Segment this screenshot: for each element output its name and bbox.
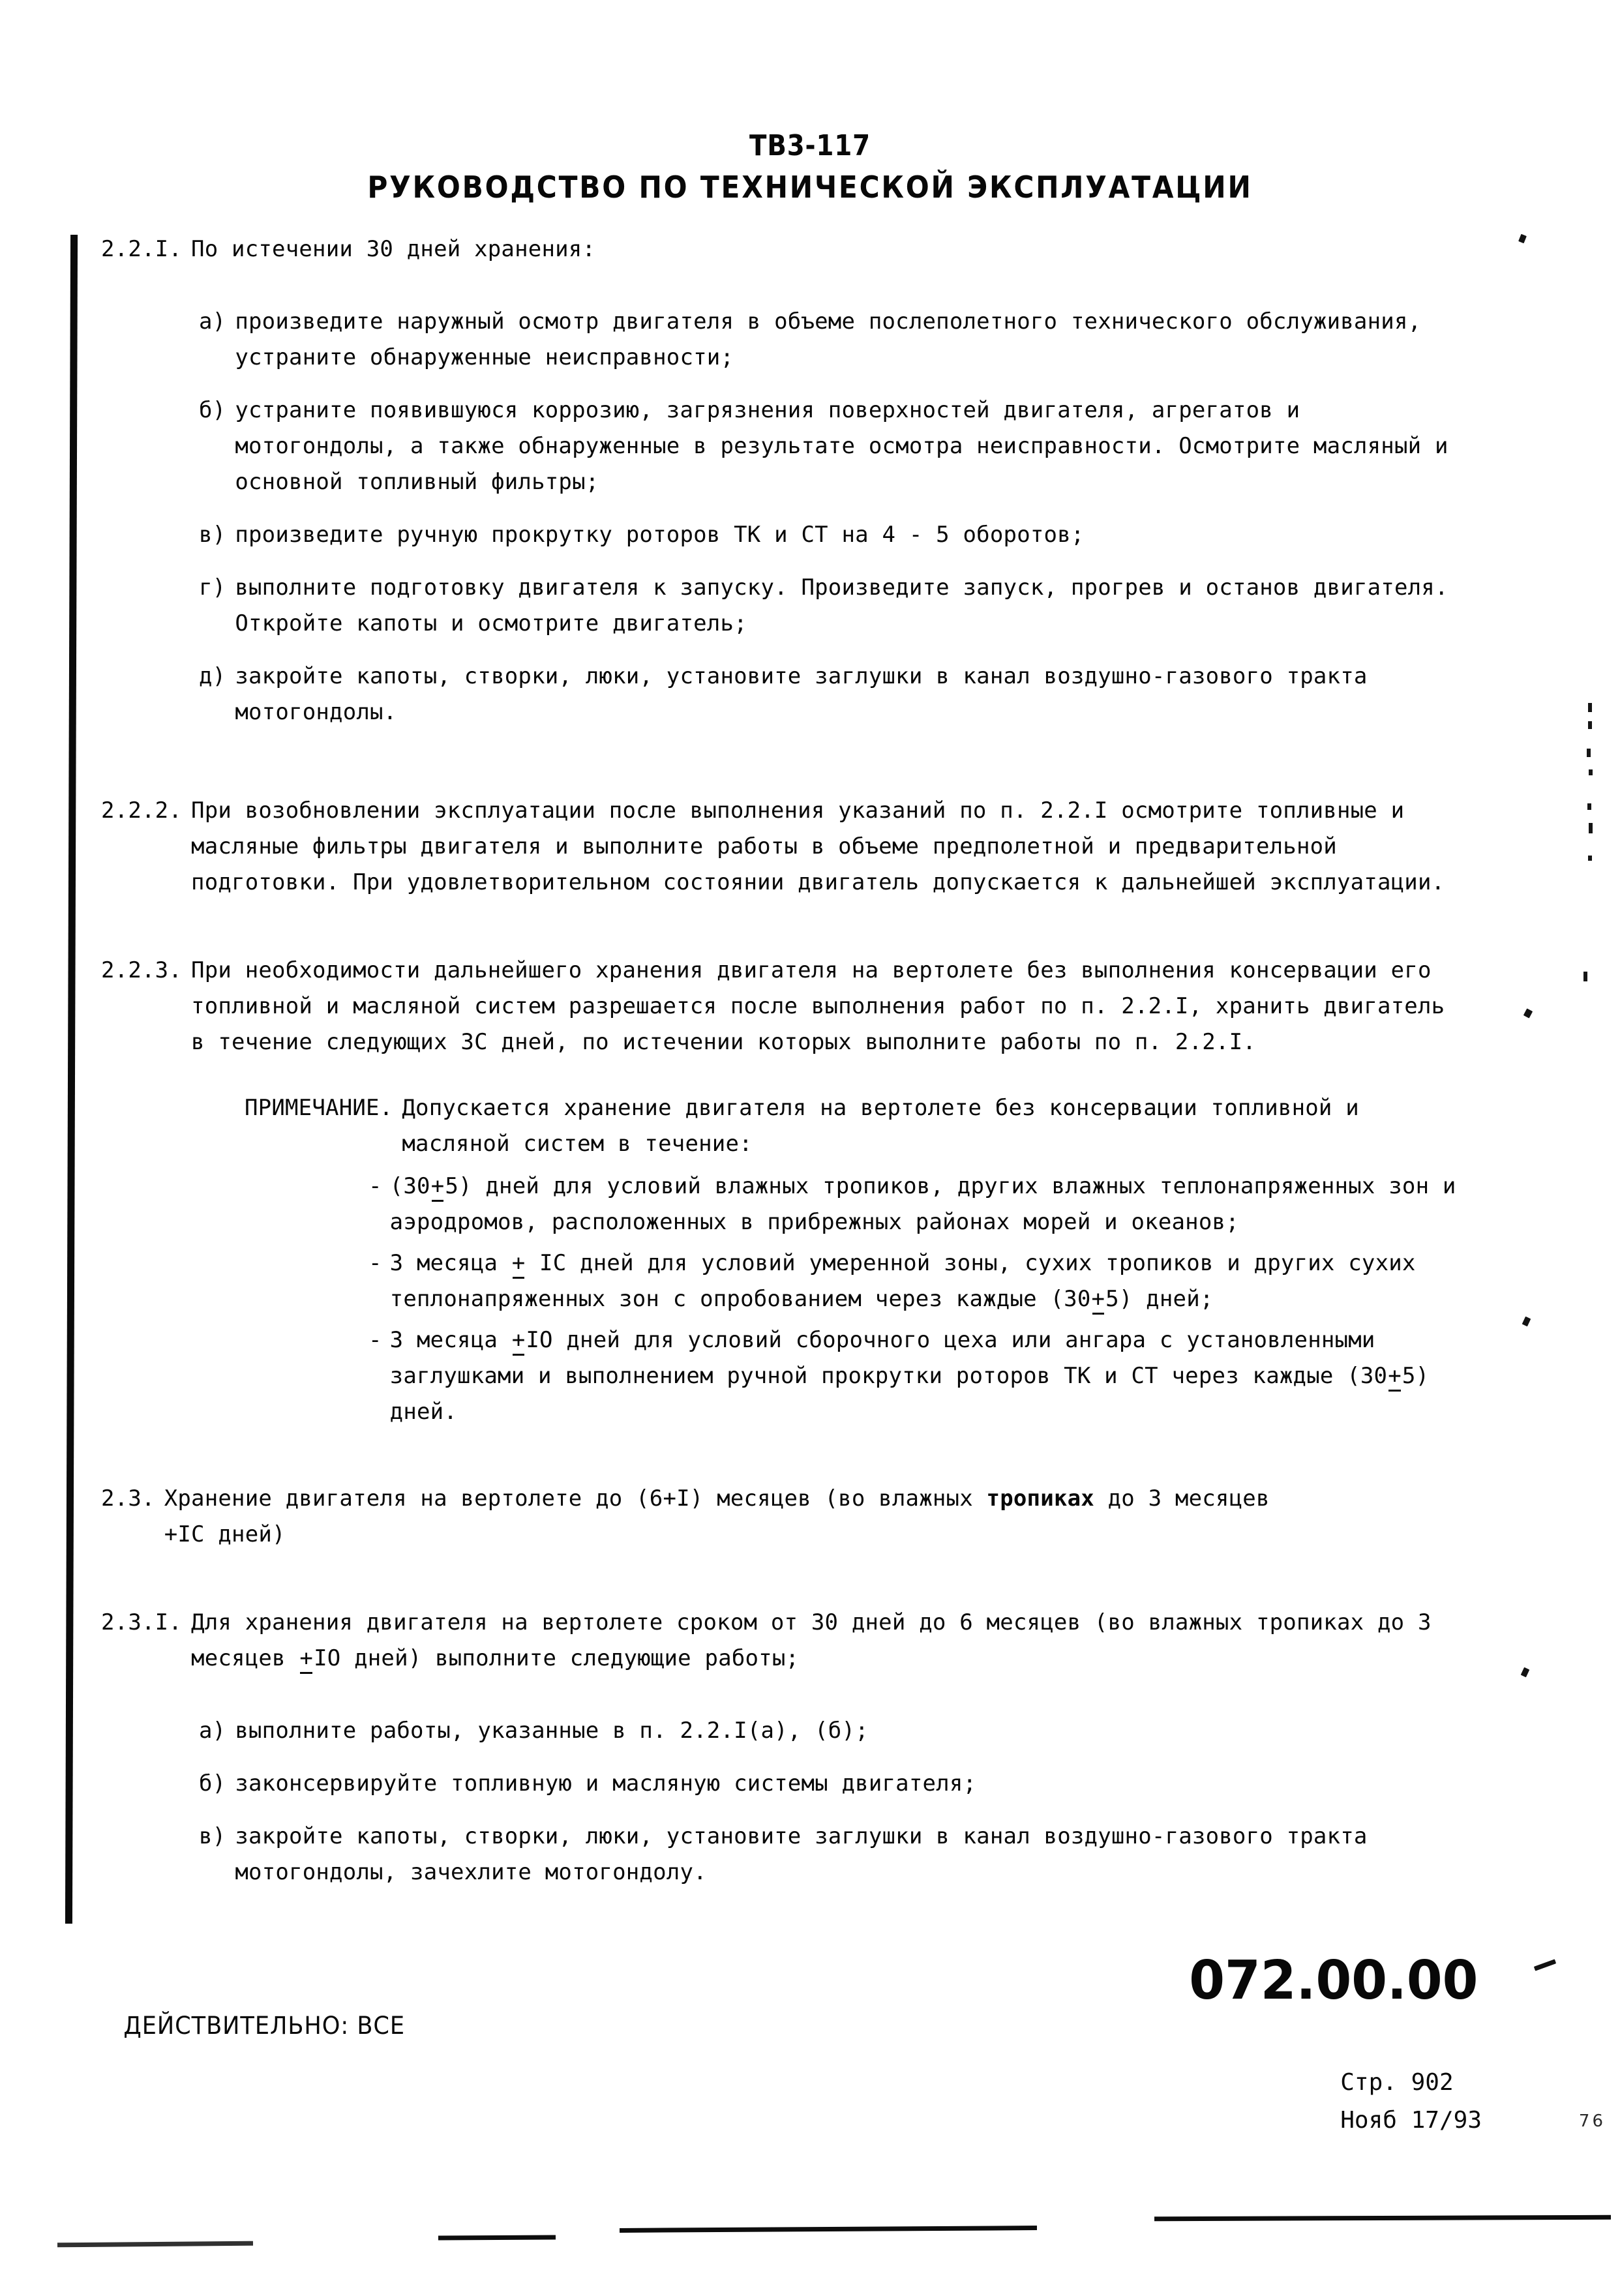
- note-dash-item-1: [0, 1169, 1620, 1240]
- validity-statement: ДЕЙСТВИТЕЛЬНО: ВСЕ: [123, 2012, 406, 2040]
- section-2-3-heading: [0, 1481, 1620, 1553]
- dash-bullet: -: [368, 1173, 382, 1199]
- sub-item-text: закройте капоты, створки, люки, установите заглушки в канал воздушно-газового тракта мотогондолы, зачехлите мотогондолу.: [235, 1823, 1368, 1885]
- sub-item-d: [0, 659, 1620, 730]
- sub-item-2-3-1-b: [0, 1766, 1620, 1802]
- sub-item-b: [0, 393, 1620, 500]
- scan-speck: [1534, 1959, 1556, 1971]
- scan-speck: [1587, 803, 1591, 810]
- clause-2-2-1: [0, 231, 1620, 267]
- sub-item-text: устраните появившуюся коррозию, загрязнения поверхностей двигателя, агрегатов и мотогондолы, а также обнаруженные в результате осмотра неисправности. Осмотрите масляный и основной топливный фильтры;: [235, 397, 1448, 495]
- scan-edge-line: [1154, 2215, 1611, 2221]
- section-heading-part-1: Хранение двигателя на вертолете до (6+I) месяцев (во влажных: [164, 1485, 987, 1512]
- sub-item-marker: а): [199, 308, 226, 335]
- page-info-block: [1340, 2064, 1482, 2139]
- section-heading-line-2: +IC дней): [164, 1521, 286, 1547]
- clause-number: 2.2.I.: [101, 236, 183, 262]
- clause-number: 2.2.3.: [101, 957, 183, 983]
- sub-item-a: [0, 304, 1620, 376]
- plus-minus-glyph: +: [1091, 1281, 1106, 1317]
- sub-item-marker: г): [199, 574, 226, 601]
- sub-item-2-3-1-v: [0, 1819, 1620, 1890]
- sub-item-text: произведите наружный осмотр двигателя в объеме послеполетного технического обслуживания, устраните обнаруженные неисправности;: [235, 308, 1422, 370]
- sub-item-v: [0, 517, 1620, 553]
- sub-item-2-3-1-a: [0, 1713, 1620, 1749]
- scan-edge-line: [57, 2241, 253, 2248]
- scan-speck: [1588, 703, 1592, 712]
- scan-speck: [1588, 856, 1592, 861]
- plus-minus-glyph: +: [1387, 1358, 1402, 1394]
- note-dash-item-3: [0, 1322, 1620, 1430]
- scan-edge-line: [438, 2235, 556, 2241]
- note-dash-text: (30+5) дней для условий влажных тропиков, других влажных теплонапряженных зон и аэродромов, расположенных в прибрежных районах морей и океанов;: [390, 1169, 1470, 1240]
- clause-2-2-3: [0, 953, 1620, 1060]
- note-label: ПРИМЕЧАНИЕ.: [245, 1095, 393, 1121]
- note-block: [0, 1090, 1620, 1162]
- plus-minus-glyph: +: [511, 1322, 526, 1358]
- plus-minus-glyph: +: [511, 1245, 526, 1281]
- scan-speck: [1589, 769, 1593, 775]
- sub-item-marker: а): [199, 1718, 226, 1744]
- clause-2-3-1: [0, 1605, 1620, 1677]
- dash-bullet: -: [368, 1250, 382, 1276]
- note-dash-text: 3 месяца + IC дней для условий умеренной зоны, сухих тропиков и других сухих теплонапряженных зон с опробованием через каждые (30+5) дней;: [390, 1245, 1470, 1317]
- document-body: [0, 231, 1620, 1907]
- page-header: [0, 130, 1620, 206]
- engine-model-title: ТВ3-117: [749, 129, 871, 162]
- clause-text: Для хранения двигателя на вертолете сроком от 30 дней до 6 месяцев (во влажных тропиках до 3 месяцев +IO дней) выполните следующие работы;: [191, 1605, 1470, 1677]
- sub-item-marker: в): [199, 522, 226, 548]
- dash-bullet: -: [368, 1327, 382, 1353]
- section-number: 2.3.: [101, 1485, 155, 1512]
- section-heading-emphasis: тропиках: [986, 1485, 1094, 1512]
- note-intro-text: Допускается хранение двигателя на вертолете без консервации топливной и масляной систем в течение:: [402, 1095, 1359, 1157]
- clause-number: 2.2.2.: [101, 798, 183, 824]
- sub-item-text: выполните работы, указанные в п. 2.2.I(а), (б);: [235, 1718, 869, 1744]
- scan-speck: [1583, 972, 1587, 981]
- document-number: 072.00.00: [1189, 1950, 1478, 2012]
- clause-text: При возобновлении эксплуатации после выполнения указаний по п. 2.2.I осмотрите топливные и масляные фильтры двигателя и выполните работы в объеме предполетной и предварительной подготовки. При удовлетворительном состоянии двигатель допускается к дальнейшей эксплуатации.: [191, 798, 1445, 895]
- section-heading-part-2: до 3 месяцев: [1094, 1485, 1270, 1512]
- sub-item-text: законсервируйте топливную и масляную системы двигателя;: [235, 1770, 977, 1797]
- clause-text: При необходимости дальнейшего хранения двигателя на вертолете без выполнения консервации его топливной и масляной систем разрешается после выполнения работ по п. 2.2.I, хранить двигатель в течение следующих 3С дней, по истечении которых выполните работы по п. 2.2.I.: [191, 957, 1445, 1055]
- plus-minus-glyph: +: [430, 1169, 445, 1204]
- sub-item-marker: б): [199, 397, 226, 423]
- revision-date: Нояб 17/93: [1340, 2107, 1482, 2134]
- clause-text: По истечении 30 дней хранения:: [191, 236, 596, 262]
- page-label: Стр. 902: [1340, 2069, 1454, 2096]
- clause-number: 2.3.I.: [101, 1609, 183, 1635]
- sub-item-text: выполните подготовку двигателя к запуску. Произведите запуск, прогрев и останов двигателя. Откройте капоты и осмотрите двигатель;: [235, 574, 1448, 636]
- note-dash-item-2: [0, 1245, 1620, 1317]
- plus-minus-glyph: +: [299, 1641, 314, 1677]
- clause-2-2-2: [0, 793, 1620, 901]
- sub-item-g: [0, 570, 1620, 642]
- sub-item-text: закройте капоты, створки, люки, установите заглушки в канал воздушно-газового тракта мотогондолы.: [235, 663, 1368, 725]
- sub-item-marker: в): [199, 1823, 226, 1849]
- note-dash-text: 3 месяца +IO дней для условий сборочного цеха или ангара с установленными заглушками и выполнением ручной прокрутки роторов ТК и СТ через каждые (30+5) дней.: [390, 1322, 1470, 1430]
- margin-mark: 76: [1578, 2111, 1606, 2131]
- manual-title: РУКОВОДСТВО ПО ТЕХНИЧЕСКОЙ ЭКСПЛУАТАЦИИ: [367, 170, 1253, 205]
- sub-item-marker: б): [199, 1770, 226, 1797]
- sub-item-text: произведите ручную прокрутку роторов ТК и СТ на 4 - 5 оборотов;: [235, 522, 1085, 548]
- scan-speck: [1588, 721, 1592, 729]
- sub-item-marker: д): [199, 663, 226, 689]
- section-heading-text: [164, 1481, 1470, 1553]
- scan-speck: [1589, 823, 1593, 833]
- scan-edge-line: [620, 2226, 1037, 2233]
- scan-speck: [1587, 749, 1591, 757]
